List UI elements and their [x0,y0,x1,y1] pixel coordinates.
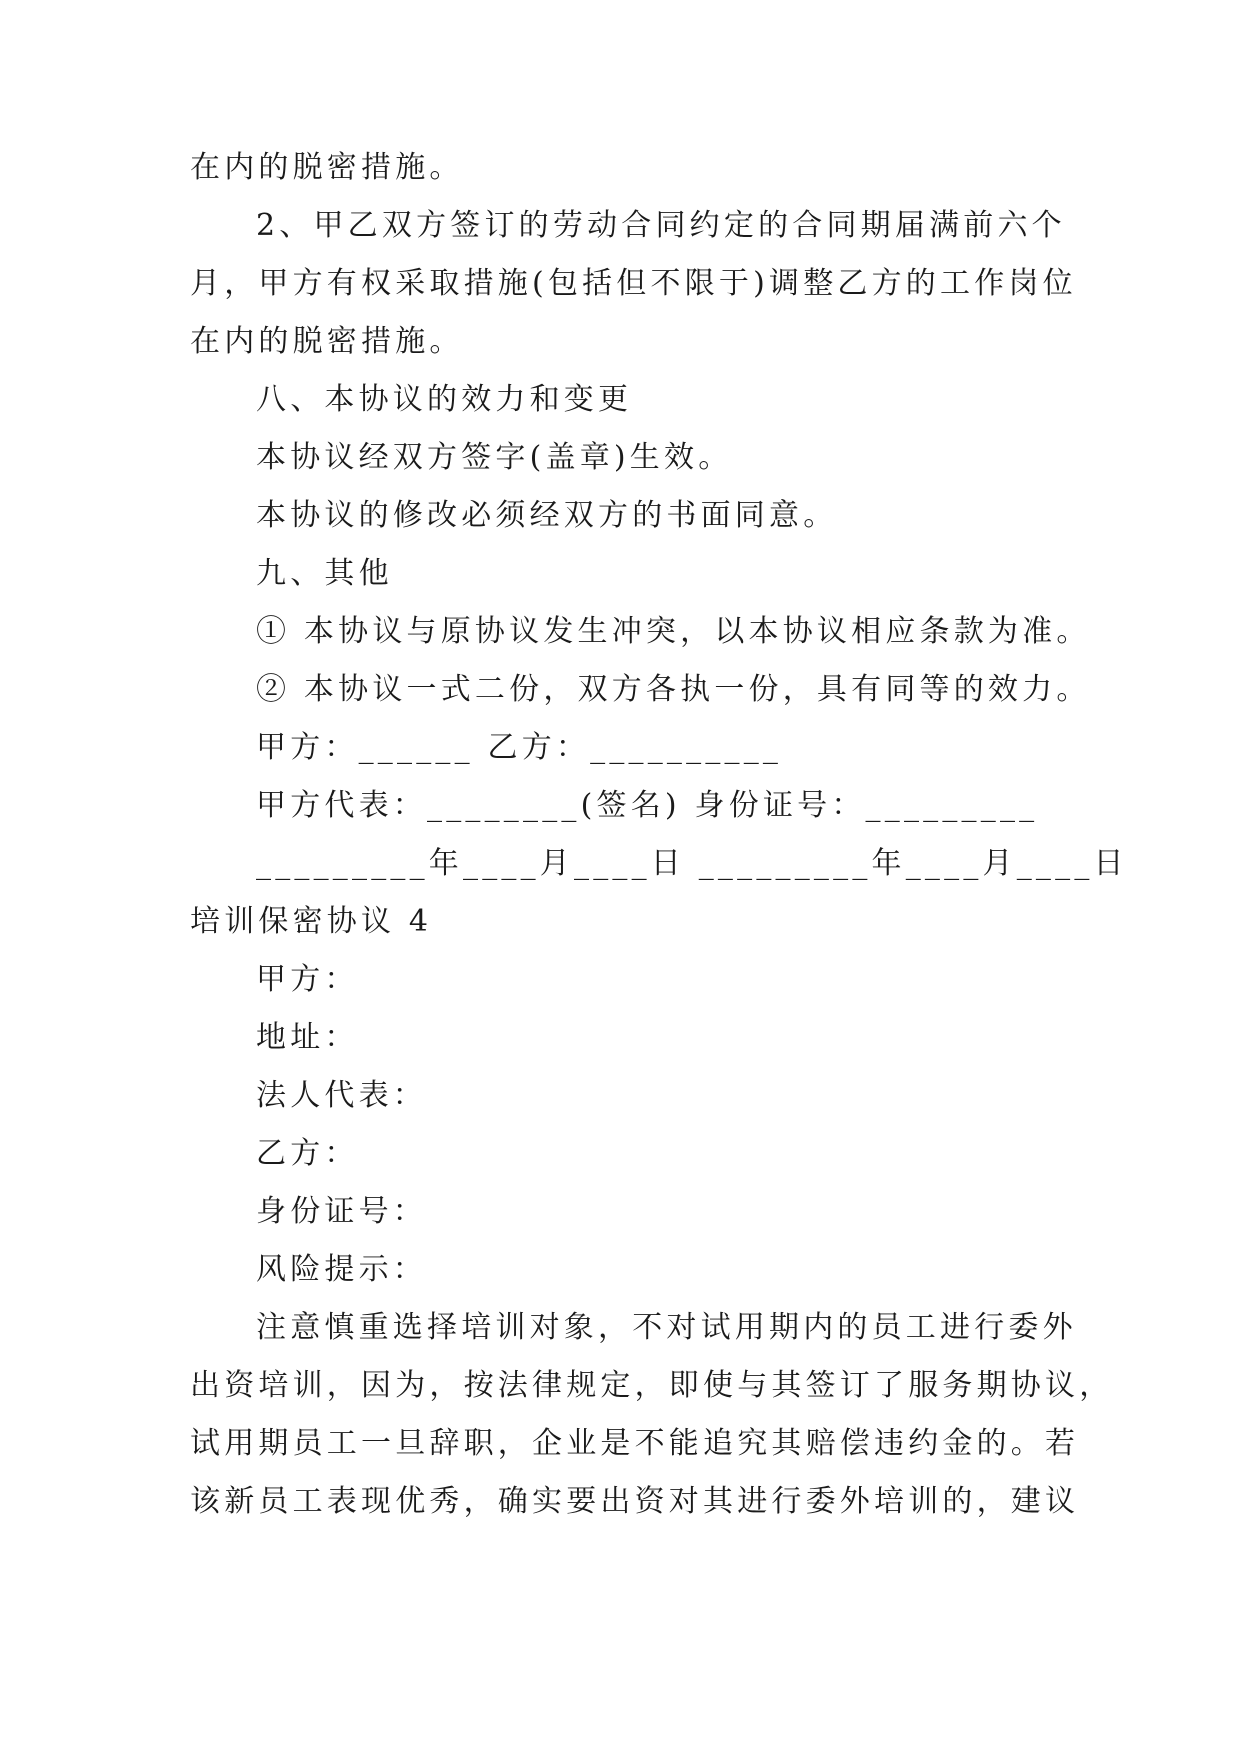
list-item: ① 本协议与原协议发生冲突，以本协议相应条款为准。 [256,614,1091,649]
clause-2-line: 2、甲乙双方签订的劳动合同约定的合同期届满前六个 [256,208,1066,243]
paragraph-line: 月，甲方有权采取措施(包括但不限于)调整乙方的工作岗位 [190,266,1077,301]
paragraph-line: 注意慎重选择培训对象，不对试用期内的员工进行委外 [256,1310,1077,1345]
paragraph-line: 试用期员工一旦辞职，企业是不能追究其赔偿违约金的。若 [190,1426,1080,1461]
agreement-title: 培训保密协议 4 [190,904,433,939]
paragraph-line: 在内的脱密措施。 [190,150,464,185]
paragraph-line: 在内的脱密措施。 [190,324,464,359]
paragraph-line: 该新员工表现优秀，确实要出资对其进行委外培训的，建议 [190,1484,1080,1519]
address-field: 地址： [256,1020,359,1055]
paragraph-line: 本协议的修改必须经双方的书面同意。 [256,498,838,533]
paragraph-line: 出资培训，因为，按法律规定，即使与其签订了服务期协议， [190,1368,1114,1403]
list-item: ② 本协议一式二份，双方各执一份，具有同等的效力。 [256,672,1091,707]
risk-notice-heading: 风险提示： [256,1252,427,1287]
paragraph-line: 本协议经双方签字(盖章)生效。 [256,440,733,475]
party-b-field: 乙方： [256,1136,359,1171]
signature-parties-line: 甲方：______ 乙方：__________ [256,730,783,765]
party-a-field: 甲方： [256,962,359,997]
section-heading-8: 八、本协议的效力和变更 [256,382,633,417]
section-heading-9: 九、其他 [256,556,393,591]
signature-date-line: _________年____月____日 _________年____月____日 [256,846,1128,881]
id-number-field: 身份证号： [256,1194,427,1229]
signature-rep-line: 甲方代表：________(签名) 身份证号：_________ [256,788,1039,823]
legal-rep-field: 法人代表： [256,1078,427,1113]
